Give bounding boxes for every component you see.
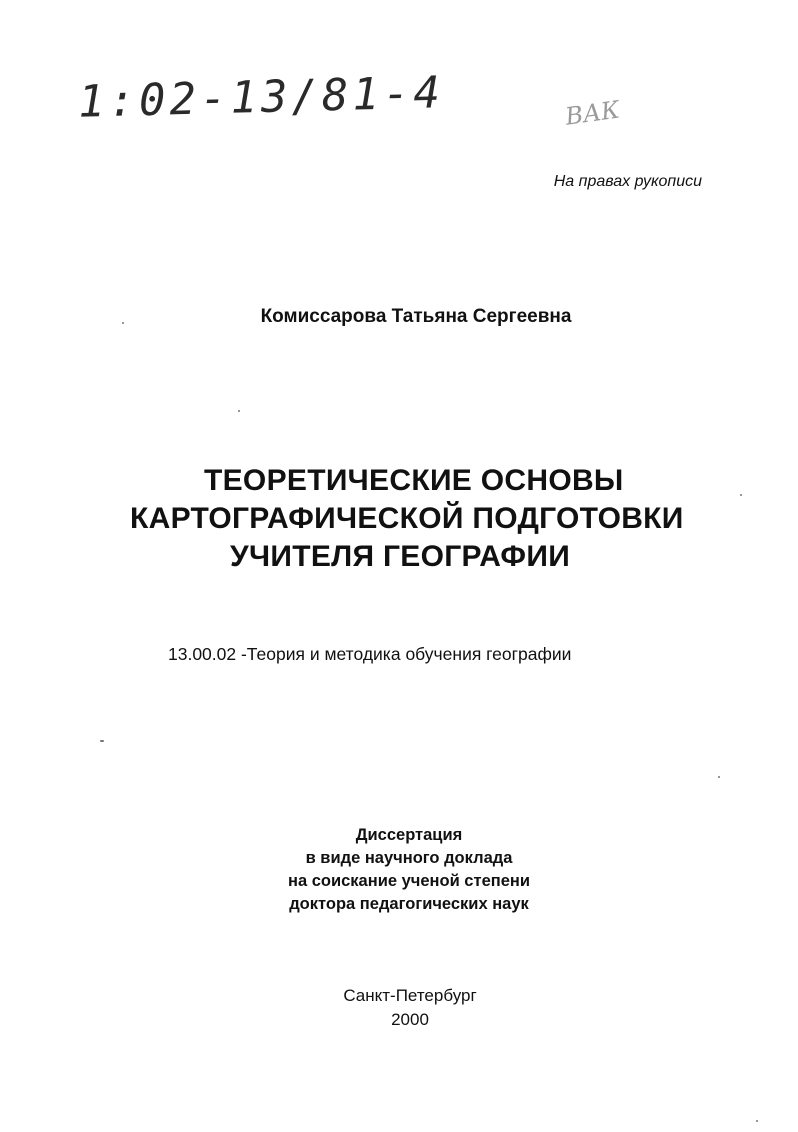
dissertation-line: в виде научного доклада xyxy=(305,849,513,867)
dissertation-line: на соискание ученой степени xyxy=(288,872,530,890)
rights-note: На правах рукописи xyxy=(553,173,702,190)
scan-speck xyxy=(238,410,240,412)
dissertation-line: Диссертация xyxy=(355,826,463,844)
dissertation-title xyxy=(0,462,798,576)
dissertation-type-block xyxy=(0,824,798,916)
title-line: КАРТОГРАФИЧЕСКОЙ ПОДГОТОВКИ xyxy=(130,502,684,535)
city: Санкт-Петербург xyxy=(343,986,477,1005)
handwritten-archive-code: 1:02-13/81-4 xyxy=(77,67,445,128)
title-line: УЧИТЕЛЯ ГЕОГРАФИИ xyxy=(230,540,571,573)
year: 2000 xyxy=(391,1010,429,1029)
scan-speck xyxy=(100,740,104,742)
scan-speck xyxy=(718,776,720,778)
author-name: Комиссарова Татьяна Сергеевна xyxy=(260,306,572,327)
dissertation-line: доктора педагогических наук xyxy=(289,895,529,913)
place-year-block xyxy=(0,984,798,1032)
scan-speck xyxy=(740,494,742,496)
title-line: ТЕОРЕТИЧЕСКИЕ ОСНОВЫ xyxy=(204,464,624,497)
scan-speck xyxy=(122,322,124,324)
vak-stamp-mark: ВАК xyxy=(563,95,622,131)
scan-speck xyxy=(756,1120,758,1122)
specialty-code: 13.00.02 -Теория и методика обучения географии xyxy=(168,644,572,664)
